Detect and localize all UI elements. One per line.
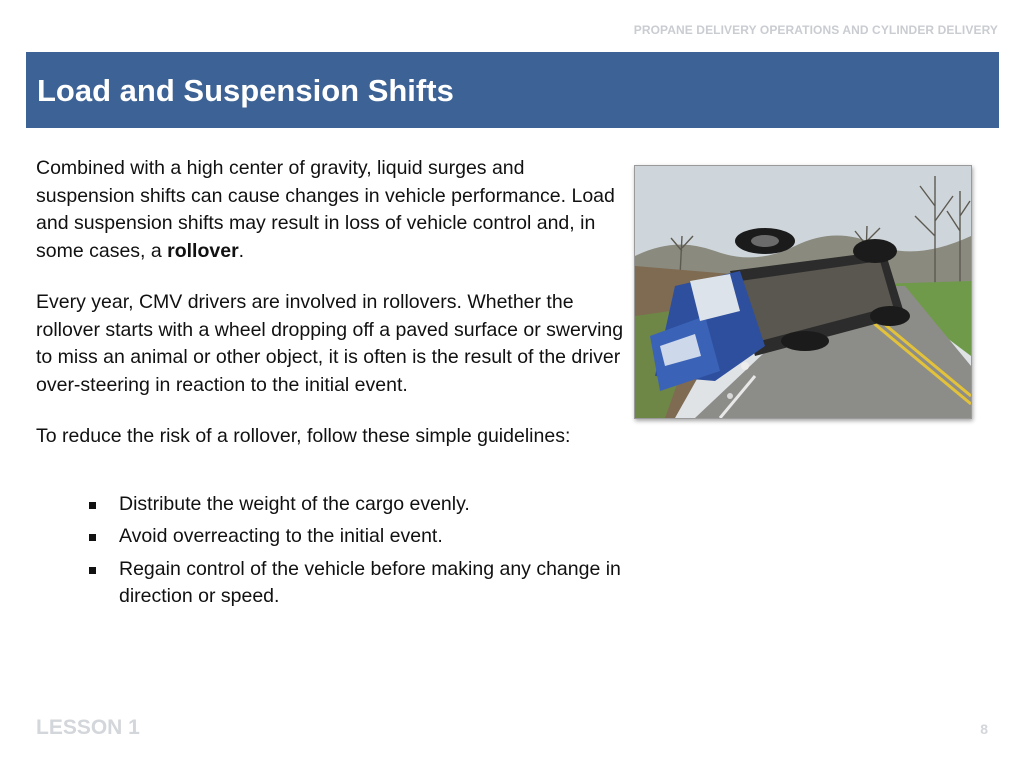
- paragraph-intro: [36, 155, 626, 265]
- slide-title: Load and Suspension Shifts: [37, 73, 454, 108]
- list-item: [119, 491, 626, 519]
- list-item-text: Avoid overreacting to the initial event.: [119, 525, 443, 547]
- bullet-square-icon: [89, 567, 96, 574]
- list-item: [119, 556, 626, 611]
- course-header: PROPANE DELIVERY OPERATIONS AND CYLINDER DELIVERY: [633, 23, 998, 37]
- list-item: [119, 523, 626, 551]
- paragraph-rollovers: Every year, CMV drivers are involved in rollovers. Whether the rollover starts with a wheel dropping off a paved surface or swerving to miss an animal or other object, it is often is the result of the driver over-steering in reaction to the initial event.: [36, 291, 624, 396]
- slide-body: [36, 155, 626, 616]
- rollover-term: rollover: [167, 239, 239, 262]
- list-item-text: Regain control of the vehicle before making any change in direction or speed.: [119, 557, 621, 607]
- list-item-text: Distribute the weight of the cargo evenly.: [119, 492, 470, 515]
- bullet-square-icon: [89, 534, 96, 541]
- paragraph-intro-end: .: [238, 239, 245, 262]
- paragraph-intro-text: Combined with a high center of gravity, liquid surges and suspension shifts can cause changes in vehicle performance. Load and suspension shifts may result in loss of vehicle control and, in some cases, a: [36, 157, 615, 262]
- page-number: 8: [980, 721, 988, 737]
- paragraph-guidelines: To reduce the risk of a rollover, follow these simple guidelines:: [36, 425, 571, 447]
- lesson-label: LESSON 1: [36, 716, 140, 739]
- overturned-truck-photo: [634, 165, 972, 419]
- guideline-list: [36, 491, 626, 611]
- title-bar: [26, 52, 999, 128]
- bullet-square-icon: [89, 502, 96, 509]
